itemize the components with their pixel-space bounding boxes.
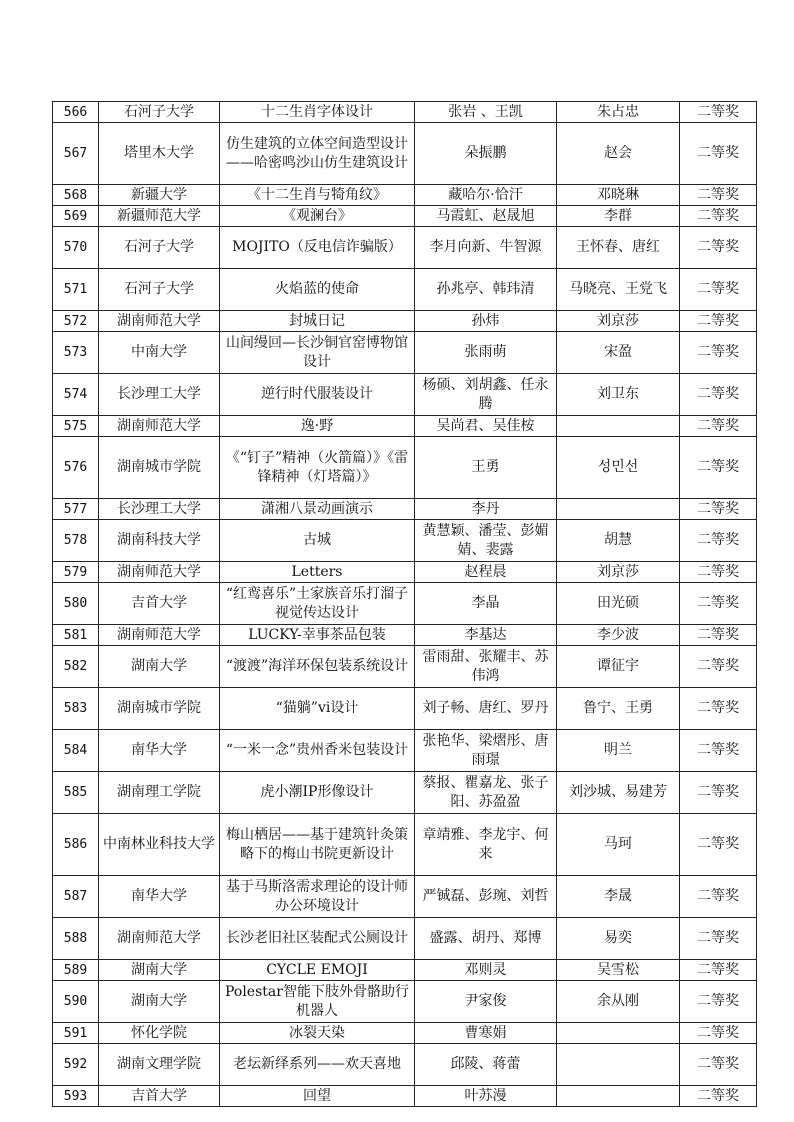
work-title: 基于马斯洛需求理论的设计师办公环境设计 [220,876,415,918]
school-name: 吉首大学 [99,583,220,625]
authors: 张艳华、梁熠彤、唐雨璟 [415,730,557,772]
authors: 雷雨甜、张耀丰、苏伟鸿 [415,646,557,688]
table-row [53,1023,757,1044]
school-name: 吉首大学 [99,1086,220,1107]
authors: 邱陵、蒋蕾 [415,1044,557,1086]
award-level: 二等奖 [680,1023,757,1044]
school-name: 中南大学 [99,332,220,374]
work-title: MOJITO（反电信诈骗版） [220,227,415,269]
award-level: 二等奖 [680,960,757,981]
work-title: LUCKY-幸事茶品包装 [220,625,415,646]
school-name: 湖南师范大学 [99,918,220,960]
award-level: 二等奖 [680,123,757,185]
work-title: 《“钉子”精神（火箭篇）》《雷锋精神（灯塔篇）》 [220,437,415,499]
work-title: 火焰蓝的使命 [220,269,415,311]
row-number: 578 [53,520,99,562]
table-row [53,499,757,520]
school-name: 湖南城市学院 [99,437,220,499]
row-number: 583 [53,688,99,730]
work-title: 老坛新绎系列——欢天喜地 [220,1044,415,1086]
school-name: 塔里木大学 [99,123,220,185]
row-number: 580 [53,583,99,625]
authors: 黄慧颖、潘莹、彭媚婧、裴露 [415,520,557,562]
authors: 曹寒娟 [415,1023,557,1044]
authors: 李基达 [415,625,557,646]
row-number: 593 [53,1086,99,1107]
row-number: 577 [53,499,99,520]
authors: 李月向新、牛智源 [415,227,557,269]
school-name: 中南林业科技大学 [99,814,220,876]
award-level: 二等奖 [680,437,757,499]
authors: 王勇 [415,437,557,499]
row-number: 587 [53,876,99,918]
award-level: 二等奖 [680,206,757,227]
award-level: 二等奖 [680,185,757,206]
table-row [53,416,757,437]
authors: 孙炜 [415,311,557,332]
work-title: “渡渡”海洋环保包装系统设计 [220,646,415,688]
row-number: 585 [53,772,99,814]
advisor: 邓晓琳 [557,185,680,206]
row-number: 569 [53,206,99,227]
awards-table-body [53,102,757,1107]
row-number: 581 [53,625,99,646]
school-name: 湖南科技大学 [99,520,220,562]
table-row [53,918,757,960]
advisor: 刘京莎 [557,562,680,583]
advisor: 王怀春、唐红 [557,227,680,269]
table-row [53,646,757,688]
advisor [557,1023,680,1044]
table-row [53,625,757,646]
row-number: 574 [53,374,99,416]
school-name: 长沙理工大学 [99,499,220,520]
table-row [53,814,757,876]
advisor: 李群 [557,206,680,227]
row-number: 584 [53,730,99,772]
table-row [53,876,757,918]
table-row [53,374,757,416]
authors: 张雨萌 [415,332,557,374]
advisor: 刘沙城、易建芳 [557,772,680,814]
table-row [53,269,757,311]
row-number: 588 [53,918,99,960]
school-name: 新疆大学 [99,185,220,206]
work-title: 回望 [220,1086,415,1107]
award-level: 二等奖 [680,814,757,876]
work-title: 潇湘八景动画演示 [220,499,415,520]
table-row [53,311,757,332]
authors: 藏哈尔·恰汗 [415,185,557,206]
authors: 马霞虹、赵晟旭 [415,206,557,227]
advisor: 谭征宇 [557,646,680,688]
row-number: 576 [53,437,99,499]
advisor: 刘京莎 [557,311,680,332]
advisor: 马珂 [557,814,680,876]
school-name: 湖南师范大学 [99,625,220,646]
award-level: 二等奖 [680,625,757,646]
authors: 叶苏漫 [415,1086,557,1107]
advisor: 吴雪松 [557,960,680,981]
authors: 张岩 、王凯 [415,102,557,123]
advisor [557,1086,680,1107]
row-number: 566 [53,102,99,123]
row-number: 571 [53,269,99,311]
work-title: “一米一念”贵州香米包装设计 [220,730,415,772]
table-row [53,1044,757,1086]
authors: 孙兆亭、韩玮清 [415,269,557,311]
advisor [557,1044,680,1086]
school-name: 石河子大学 [99,227,220,269]
school-name: 湖南文理学院 [99,1044,220,1086]
table-row [53,437,757,499]
authors: 邓则灵 [415,960,557,981]
advisor: 田光硕 [557,583,680,625]
authors: 杨硕、刘胡鑫、任永腾 [415,374,557,416]
authors: 朵振鹏 [415,123,557,185]
school-name: 湖南大学 [99,960,220,981]
authors: 盛露、胡丹、郑博 [415,918,557,960]
row-number: 575 [53,416,99,437]
award-level: 二等奖 [680,1044,757,1086]
row-number: 573 [53,332,99,374]
table-row [53,102,757,123]
advisor: 刘卫东 [557,374,680,416]
award-level: 二等奖 [680,332,757,374]
authors: 李丹 [415,499,557,520]
school-name: 石河子大学 [99,102,220,123]
work-title: 逸·野 [220,416,415,437]
school-name: 湖南师范大学 [99,416,220,437]
row-number: 582 [53,646,99,688]
work-title: 十二生肖字体设计 [220,102,415,123]
row-number: 579 [53,562,99,583]
school-name: 怀化学院 [99,1023,220,1044]
award-level: 二等奖 [680,772,757,814]
work-title: 山间缦回—长沙铜官窑博物馆设计 [220,332,415,374]
advisor: 李晟 [557,876,680,918]
award-level: 二等奖 [680,981,757,1023]
school-name: 新疆师范大学 [99,206,220,227]
school-name: 湖南师范大学 [99,311,220,332]
table-row [53,123,757,185]
work-title: CYCLE EMOJI [220,960,415,981]
row-number: 591 [53,1023,99,1044]
award-level: 二等奖 [680,876,757,918]
row-number: 568 [53,185,99,206]
work-title: 冰裂天染 [220,1023,415,1044]
advisor [557,499,680,520]
row-number: 586 [53,814,99,876]
advisor: 明兰 [557,730,680,772]
table-row [53,227,757,269]
authors: 章靖雅、李龙宇、何来 [415,814,557,876]
school-name: 湖南大学 [99,981,220,1023]
row-number: 572 [53,311,99,332]
school-name: 南华大学 [99,730,220,772]
award-level: 二等奖 [680,918,757,960]
award-level: 二等奖 [680,688,757,730]
advisor: 余从刚 [557,981,680,1023]
table-row [53,960,757,981]
school-name: 湖南理工学院 [99,772,220,814]
row-number: 570 [53,227,99,269]
award-level: 二等奖 [680,227,757,269]
work-title: 梅山栖居——基于建筑针灸策略下的梅山书院更新设计 [220,814,415,876]
advisor: 胡慧 [557,520,680,562]
table-row [53,520,757,562]
table-row [53,772,757,814]
row-number: 590 [53,981,99,1023]
table-row [53,583,757,625]
table-row [53,981,757,1023]
row-number: 592 [53,1044,99,1086]
authors: 严铖磊、彭琬、刘哲 [415,876,557,918]
award-level: 二等奖 [680,374,757,416]
advisor: 宋盈 [557,332,680,374]
work-title: 《十二生肖与犄角纹》 [220,185,415,206]
table-row [53,185,757,206]
row-number: 567 [53,123,99,185]
award-level: 二等奖 [680,269,757,311]
school-name: 石河子大学 [99,269,220,311]
work-title: 虎小潮IP形像设计 [220,772,415,814]
table-row [53,206,757,227]
award-level: 二等奖 [680,499,757,520]
advisor [557,416,680,437]
work-title: 《观澜台》 [220,206,415,227]
award-level: 二等奖 [680,311,757,332]
work-title: 逆行时代服装设计 [220,374,415,416]
school-name: 长沙理工大学 [99,374,220,416]
advisor: 李少波 [557,625,680,646]
award-level: 二等奖 [680,583,757,625]
work-title: 仿生建筑的立体空间造型设计——哈密鸣沙山仿生建筑设计 [220,123,415,185]
work-title: 长沙老旧社区装配式公厕设计 [220,918,415,960]
school-name: 湖南城市学院 [99,688,220,730]
work-title: 封城日记 [220,311,415,332]
work-title: Polestar智能下肢外骨骼助行机器人 [220,981,415,1023]
table-row [53,1086,757,1107]
advisor: 鲁宁、王勇 [557,688,680,730]
authors: 赵程晨 [415,562,557,583]
advisor: 马晓亮、王党飞 [557,269,680,311]
authors: 蔡报、瞿嘉龙、张子阳、苏盈盈 [415,772,557,814]
table-row [53,562,757,583]
authors: 尹家俊 [415,981,557,1023]
work-title: Letters [220,562,415,583]
advisor: 易奕 [557,918,680,960]
work-title: “红鸾喜乐”土家族音乐打溜子视觉传达设计 [220,583,415,625]
school-name: 南华大学 [99,876,220,918]
advisor: 성민선 [557,437,680,499]
table-row [53,688,757,730]
award-level: 二等奖 [680,416,757,437]
award-level: 二等奖 [680,730,757,772]
school-name: 湖南大学 [99,646,220,688]
award-level: 二等奖 [680,520,757,562]
award-level: 二等奖 [680,102,757,123]
work-title: 古城 [220,520,415,562]
advisor: 朱占忠 [557,102,680,123]
authors: 吴尚君、吴佳桉 [415,416,557,437]
award-level: 二等奖 [680,562,757,583]
awards-table [52,101,757,1107]
table-row [53,730,757,772]
authors: 刘子畅、唐红、罗丹 [415,688,557,730]
advisor: 赵会 [557,123,680,185]
authors: 李晶 [415,583,557,625]
award-level: 二等奖 [680,646,757,688]
award-level: 二等奖 [680,1086,757,1107]
school-name: 湖南师范大学 [99,562,220,583]
table-row [53,332,757,374]
work-title: “猫躺”vi设计 [220,688,415,730]
row-number: 589 [53,960,99,981]
